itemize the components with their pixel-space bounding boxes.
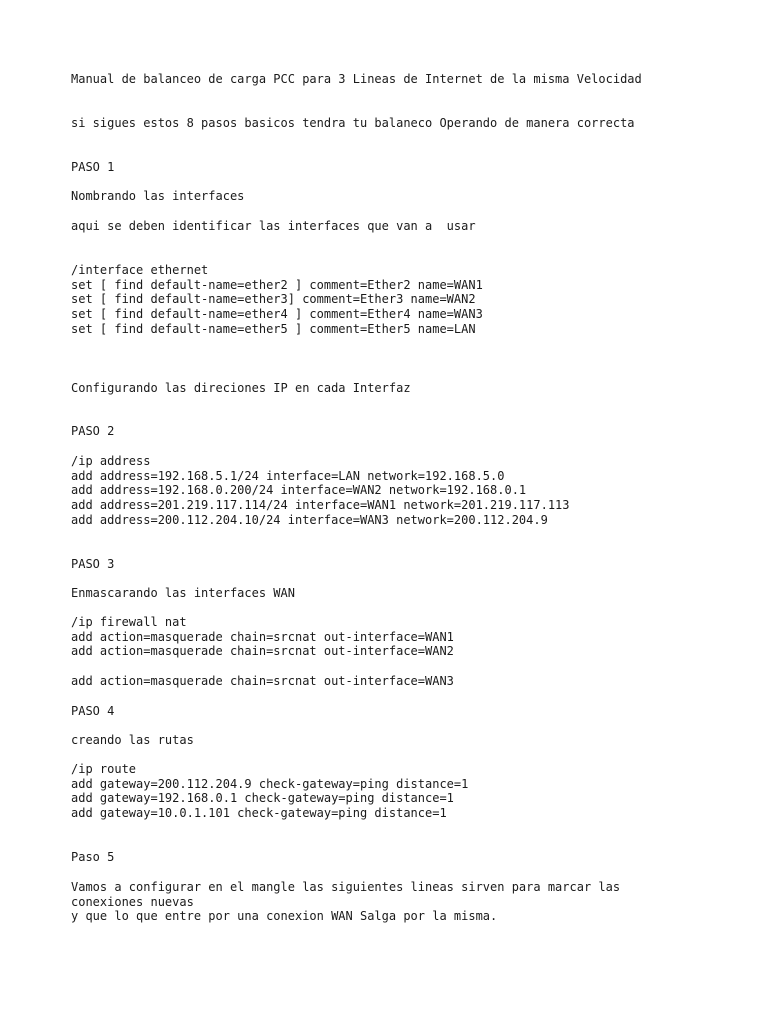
code-line: set [ find default-name=ether4 ] comment=Ether4 name=WAN3	[71, 307, 483, 322]
paso4-subtitle: creando las rutas	[71, 733, 194, 747]
code-line: add address=201.219.117.114/24 interface=WAN1 network=201.219.117.113	[71, 498, 570, 513]
code-line: add action=masquerade chain=srcnat out-interface=WAN2	[71, 644, 454, 659]
paso2-heading: PASO 2	[71, 424, 115, 438]
paragraph-line: Vamos a configurar en el mangle las siguientes lineas sirven para marcar las	[71, 880, 621, 894]
paso1-heading: PASO 1	[71, 160, 115, 174]
paso5-heading: Paso 5	[71, 850, 115, 864]
code-line: /ip address	[71, 454, 151, 468]
paso3-heading: PASO 3	[71, 557, 115, 571]
code-line: /ip firewall nat	[71, 615, 187, 629]
code-line: add gateway=192.168.0.1 check-gateway=ping distance=1	[71, 791, 454, 806]
code-line: add address=192.168.0.200/24 interface=WAN2 network=192.168.0.1	[71, 483, 527, 498]
code-line: set [ find default-name=ether5 ] comment=Ether5 name=LAN	[71, 321, 476, 336]
paso2-code-block	[71, 454, 570, 528]
paso4-heading: PASO 4	[71, 704, 115, 718]
code-line: add address=192.168.5.1/24 interface=LAN network=192.168.5.0	[71, 468, 505, 483]
paso4-code-block	[71, 762, 468, 821]
paragraph-line: conexiones nuevas	[71, 894, 194, 909]
code-line: set [ find default-name=ether3] comment=Ether3 name=WAN2	[71, 292, 476, 307]
paso5-text-block	[71, 880, 620, 924]
intro-text: si sigues estos 8 pasos basicos tendra tu balaneco Operando de manera correcta	[71, 116, 635, 130]
paso1-subtitle: Nombrando las interfaces	[71, 189, 245, 203]
paso1-code-block	[71, 263, 483, 337]
paso3-code-block	[71, 615, 454, 659]
code-line: add gateway=10.0.1.101 check-gateway=ping distance=1	[71, 806, 447, 821]
document-title: Manual de balanceo de carga PCC para 3 Lineas de Internet de la misma Velocidad	[71, 72, 642, 86]
code-line: set [ find default-name=ether2 ] comment=Ether2 name=WAN1	[71, 277, 483, 292]
code-line: add address=200.112.204.10/24 interface=WAN3 network=200.112.204.9	[71, 512, 548, 527]
code-line: add gateway=200.112.204.9 check-gateway=ping distance=1	[71, 776, 469, 791]
code-line: add action=masquerade chain=srcnat out-interface=WAN1	[71, 629, 454, 644]
paragraph-line: y que lo que entre por una conexion WAN Salga por la misma.	[71, 909, 498, 924]
paso1-description: aqui se deben identificar las interfaces que van a usar	[71, 219, 476, 233]
code-line: /ip route	[71, 762, 137, 776]
ip-section-heading: Configurando las direciones IP en cada Interfaz	[71, 381, 411, 395]
code-line: add action=masquerade chain=srcnat out-interface=WAN3	[71, 674, 454, 688]
paso3-subtitle: Enmascarando las interfaces WAN	[71, 586, 295, 600]
code-line: /interface ethernet	[71, 263, 209, 277]
